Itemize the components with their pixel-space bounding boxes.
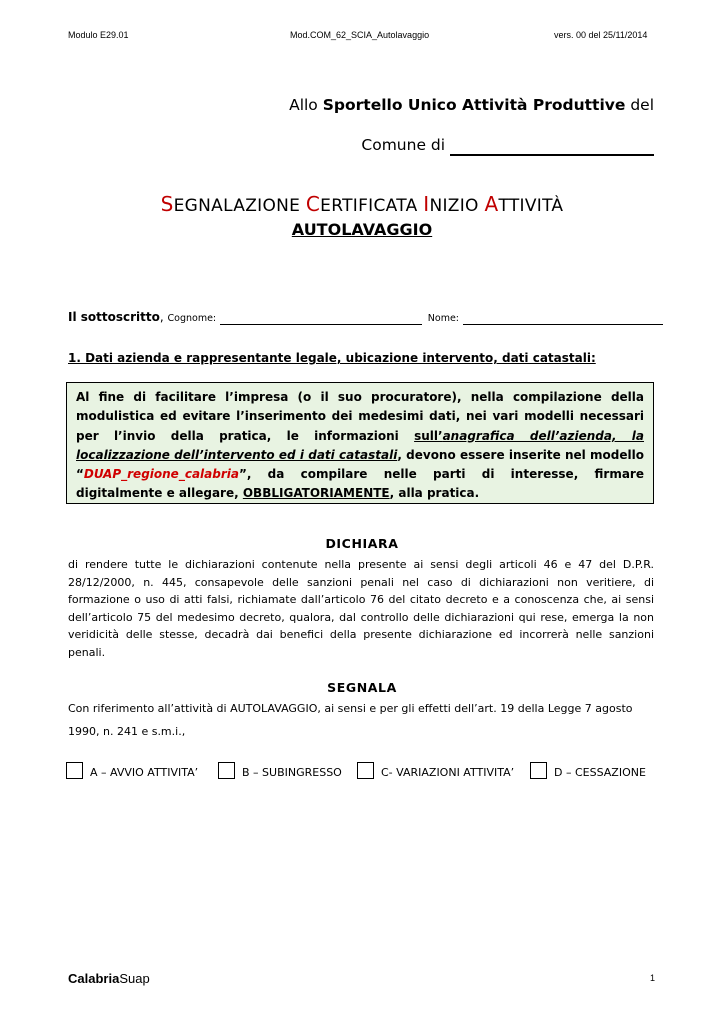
addressee-line-1: Allo Sportello Unico Attività Produttive del bbox=[289, 96, 654, 114]
header-version: vers. 00 del 25/11/2014 bbox=[554, 30, 648, 40]
checkbox-cessazione[interactable] bbox=[530, 762, 547, 779]
header-document-name: Mod.COM_62_SCIA_Autolavaggio bbox=[290, 30, 430, 40]
signer-label: Il sottoscritto bbox=[68, 310, 160, 324]
document-title: SEGNALAZIONE CERTIFICATA INIZIO ATTIVITÀ bbox=[160, 192, 564, 216]
option-cessazione[interactable]: D – CESSAZIONE bbox=[530, 762, 646, 779]
calabriasuap-logo: CalabriaSuap bbox=[68, 971, 150, 986]
option-avvio-attivita[interactable]: A – AVVIO ATTIVITA’ bbox=[66, 762, 198, 779]
option-variazioni-attivita[interactable]: C- VARIAZIONI ATTIVITA’ bbox=[357, 762, 514, 779]
surname-label: Cognome: bbox=[167, 313, 217, 324]
section-1-heading: 1. Dati azienda e rappresentante legale, ubicazione intervento, dati catastali: bbox=[68, 351, 596, 365]
page-number: 1 bbox=[650, 973, 656, 983]
addressee-line-2: Comune di bbox=[361, 136, 654, 156]
dichiara-heading: DICHIARA bbox=[325, 536, 399, 551]
comune-field[interactable] bbox=[450, 136, 654, 156]
dichiara-text: di rendere tutte le dichiarazioni contenute nella presente ai sensi degli articoli 46 e 47 del D.P.R. 28/12/2000, n. 445, consapevole delle sanzioni penali nel caso di dichiarazioni non veritiere, di formazione o uso di atti falsi, richiamate dall’articolo 76 del citato decreto e a conoscenza che, ai sensi dell’articolo 75 del medesimo decreto, qualora, dal controllo delle dichiarazioni qui rese, emerga la non veridicità delle stesse, decadrà dai benefici della presente dichiarazione ed incorrerà nelle sanzioni penali. bbox=[68, 558, 654, 659]
checkbox-variazioni-attivita[interactable] bbox=[357, 762, 374, 779]
segnala-text-line-1: Con riferimento all’attività di AUTOLAVAGGIO, ai sensi e per gli effetti dell’art. 19 della Legge 7 agosto bbox=[68, 702, 633, 715]
duap-model-name: DUAP_regione_calabria bbox=[83, 467, 239, 482]
notice-box: Al fine di facilitare l’impresa (o il suo procuratore), nella compilazione della modulistica ed evitare l’inserimento dei medesimi dati, nei vari modelli necessari per l’invio della pratica, le informazioni sull’anagrafica dell’azienda, la localizzazione dell’intervento ed i dati catastali, devono essere inserite nel modello “DUAP_regione_calabria”, da compilare nelle parti di interesse, firmare digitalmente e allegare, OBBLIGATORIAMENTE, alla pratica. bbox=[66, 382, 654, 504]
name-label: Nome: bbox=[427, 313, 459, 324]
checkbox-subingresso[interactable] bbox=[218, 762, 235, 779]
segnala-text-line-2: 1990, n. 241 e s.m.i., bbox=[68, 725, 186, 738]
header-module-code: Modulo E29.01 bbox=[68, 30, 129, 40]
checkbox-avvio-attivita[interactable] bbox=[66, 762, 83, 779]
surname-field[interactable] bbox=[220, 310, 422, 325]
option-subingresso[interactable]: B – SUBINGRESSO bbox=[218, 762, 342, 779]
document-subtitle: AUTOLAVAGGIO bbox=[291, 220, 433, 239]
segnala-heading: SEGNALA bbox=[327, 680, 397, 695]
name-field[interactable] bbox=[463, 310, 663, 325]
signer-row: Il sottoscritto, Cognome: Nome: bbox=[68, 310, 663, 325]
